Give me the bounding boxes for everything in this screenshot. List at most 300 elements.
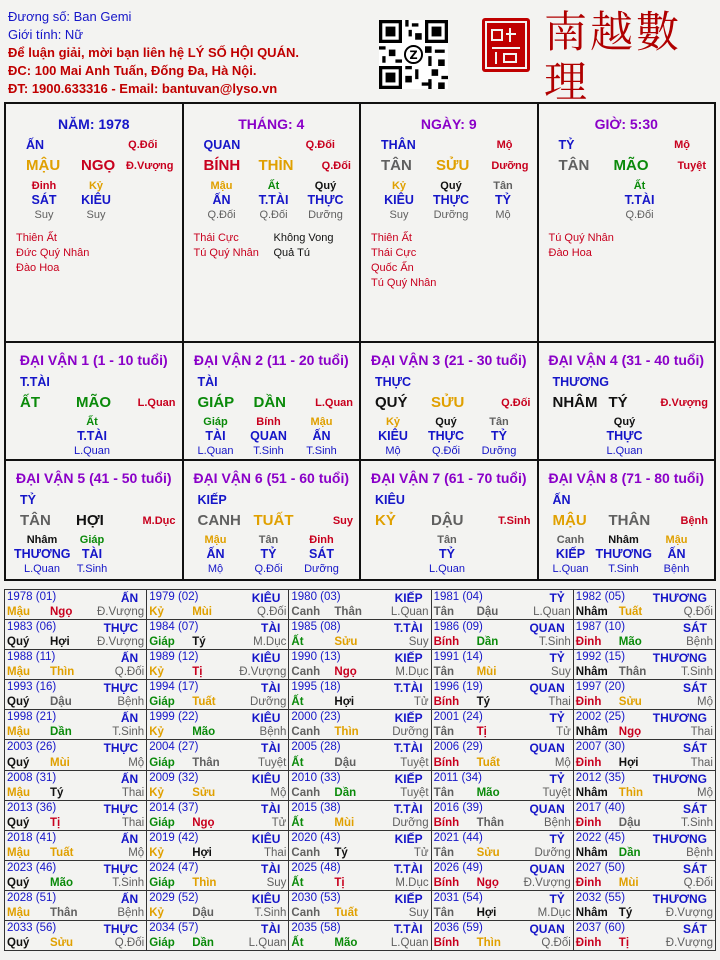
hidden-phase: Q.Đối (259, 209, 288, 221)
year-chi: Sửu (192, 786, 216, 799)
hidden-god: ẤN (667, 547, 686, 561)
year-phase: L.Quan (390, 937, 429, 949)
year-cell (147, 801, 289, 831)
dai-van-7 (361, 461, 539, 581)
dai-van-note: Đ.Vượng (660, 397, 708, 409)
year-label: 2037 (60) (575, 921, 626, 934)
hidden-stem: Quý (435, 416, 457, 428)
year-god: KIẾP (394, 591, 423, 605)
year-can: Bính (433, 696, 460, 709)
year-god: THỰC (103, 741, 139, 756)
year-label: 1985 (08) (291, 621, 341, 634)
year-god: TÀI (261, 741, 281, 756)
year-cell (574, 590, 716, 620)
dai-van-8 (539, 461, 717, 581)
year-god: TÀI (261, 921, 281, 936)
dai-van-god: T.TÀI (20, 375, 50, 389)
year-chi: Mão (476, 786, 500, 799)
year-can: Tân (433, 786, 455, 799)
year-label: 1988 (11) (7, 651, 56, 664)
year-cell (432, 590, 574, 620)
year-can: Bính (433, 876, 460, 889)
year-chi: Mão (618, 636, 642, 649)
year-phase: Mộ (128, 756, 145, 769)
year-chi: Tuất (192, 696, 216, 709)
year-cell (5, 891, 147, 921)
year-cell (432, 740, 574, 770)
year-god: THỰC (103, 861, 139, 876)
year-label: 2017 (40) (575, 801, 626, 814)
year-cell (147, 921, 289, 951)
year-can: Bính (433, 816, 460, 829)
dai-van-title: ĐẠI VẬN 2 (11 - 20 tuổi) (193, 352, 349, 368)
year-chi: Tuất (476, 756, 501, 769)
year-chi: Ngọ (618, 726, 642, 739)
year-cell (574, 680, 716, 710)
dai-van-chi: SỬU (431, 394, 465, 411)
year-label: 2025 (48) (291, 861, 341, 874)
hidden-stem: Bính (256, 416, 281, 428)
pillar-god: TỶ (558, 138, 575, 152)
dai-van-note: M.Dục (142, 515, 176, 527)
hidden-stem: Mậu (210, 180, 233, 192)
dai-van-god: THƯƠNG (552, 375, 609, 389)
year-can: Kỷ (149, 666, 164, 679)
year-can: Quý (7, 696, 30, 709)
year-label: 2015 (38) (291, 801, 341, 814)
year-phase: Đ.Vượng (239, 666, 287, 679)
year-god: KIÊU (251, 891, 281, 906)
year-phase: Thai (690, 756, 713, 769)
year-cell (432, 620, 574, 650)
year-can: Mậu (7, 906, 30, 919)
year-label: 2035 (58) (291, 921, 341, 934)
year-god: KIẾP (394, 651, 423, 666)
year-phase: Dưỡng (534, 846, 571, 859)
hidden-god: THỰC (432, 193, 470, 207)
year-chi: Tuất (334, 906, 358, 919)
year-chi: Mão (334, 937, 358, 949)
year-cell (147, 680, 289, 710)
year-label: 1995 (18) (291, 681, 341, 694)
year-phase: Bệnh (686, 636, 713, 649)
star-label: Quả Tú (273, 247, 310, 259)
year-can: Kỷ (149, 846, 164, 859)
year-cell (5, 831, 147, 861)
hidden-god: ẤN (312, 429, 331, 443)
year-label: 1986 (09) (433, 621, 483, 634)
year-chi: Ngọ (334, 666, 357, 679)
pillar-chi-note: Tuyệt (677, 160, 706, 172)
year-chi: Tuất (50, 846, 74, 859)
year-label: 2036 (59) (433, 921, 483, 934)
year-label: 2014 (37) (149, 801, 199, 814)
hidden-stem: Kỷ (385, 416, 401, 428)
year-label: 2030 (53) (291, 891, 341, 904)
year-god: KIÊU (251, 831, 281, 846)
dai-van-chi: TÝ (608, 394, 628, 411)
year-label: 2010 (33) (291, 771, 341, 784)
year-cell (432, 891, 574, 921)
year-cell (289, 710, 431, 740)
dai-van-row-2 (4, 459, 716, 581)
year-chi: Sửu (476, 846, 500, 859)
year-cell (289, 861, 431, 891)
pillar-top-note: Q.Đối (305, 139, 335, 151)
year-can: Mậu (7, 606, 30, 619)
year-label: 1990 (13) (291, 651, 341, 664)
year-cell (5, 620, 147, 650)
year-chi: Dần (618, 846, 641, 859)
year-can: Ất (291, 876, 304, 889)
year-chi: Mão (50, 876, 73, 889)
year-phase: Suy (550, 666, 571, 679)
hidden-phase: Mộ (385, 445, 401, 457)
year-cell (432, 771, 574, 801)
hidden-phase: Mộ (495, 209, 511, 221)
hidden-stem: Mậu (310, 416, 333, 428)
year-chi: Hợi (618, 756, 639, 769)
hidden-phase: L.Quan (73, 445, 111, 457)
hidden-stem: Mậu (204, 534, 227, 546)
year-phase: T.Sinh (112, 876, 145, 889)
year-cell (147, 620, 289, 650)
year-phase: T.Sinh (681, 666, 713, 679)
year-label: 2019 (42) (149, 831, 199, 844)
star-label: Quốc Ấn (371, 262, 414, 274)
dai-van-1 (6, 343, 184, 461)
year-phase: Thai (264, 846, 287, 859)
year-label: 2023 (46) (7, 861, 57, 874)
hidden-god: THỰC (606, 429, 643, 443)
pillar-title: NĂM: 1978 (57, 116, 130, 132)
hidden-god: KIÊU (384, 193, 414, 207)
hidden-stem: Tân (493, 180, 513, 192)
hidden-phase: Mộ (207, 563, 224, 575)
pillar-chi: NGỌ (81, 157, 116, 174)
year-label: 1999 (22) (149, 711, 199, 724)
year-chi: Ngọ (192, 816, 215, 829)
year-phase: L.Quan (533, 606, 571, 619)
year-cell (5, 801, 147, 831)
year-phase: Tuyệt (542, 786, 571, 799)
year-label: 2003 (26) (7, 741, 57, 754)
year-can: Tân (433, 846, 455, 859)
hidden-stem: Ất (86, 416, 98, 428)
year-phase: Bệnh (686, 846, 713, 859)
dai-van-can: KỶ (375, 512, 396, 529)
year-god: QUAN (529, 741, 565, 756)
pillar-chi-note: Dưỡng (491, 160, 529, 172)
year-chi: Thìn (618, 786, 644, 799)
year-god: THƯƠNG (652, 771, 707, 786)
year-can: Đinh (575, 937, 602, 949)
hidden-god: T.TÀI (258, 193, 289, 207)
year-can: Mậu (7, 786, 30, 799)
year-chi: Tị (476, 726, 487, 739)
year-can: Canh (291, 906, 321, 919)
year-phase: M.Dục (395, 876, 429, 889)
year-phase: Suy (408, 906, 429, 919)
year-label: 2012 (35) (575, 771, 626, 784)
year-phase: Bệnh (259, 726, 287, 739)
year-cell (147, 650, 289, 680)
year-label: 2029 (52) (149, 891, 199, 904)
year-chi: Dậu (50, 696, 72, 709)
dai-van-6 (184, 461, 362, 581)
year-label: 2031 (54) (433, 891, 483, 904)
year-cell (574, 861, 716, 891)
year-cell (432, 831, 574, 861)
pillar-god: ẤN (26, 138, 45, 152)
year-cell (147, 771, 289, 801)
four-pillars-panel (4, 102, 716, 343)
year-can: Canh (291, 606, 321, 619)
year-god: ẤN (120, 651, 139, 666)
year-god: KIÊU (251, 711, 281, 726)
year-cell (147, 710, 289, 740)
year-label: 1991 (14) (433, 651, 483, 664)
year-cell (289, 620, 431, 650)
hidden-god: THƯƠNG (595, 547, 652, 561)
year-chi: Tý (334, 846, 348, 859)
year-chi: Dần (476, 636, 499, 649)
year-phase: T.Sinh (538, 636, 571, 649)
hidden-stem: Quý (440, 180, 462, 192)
year-can: Đinh (575, 756, 602, 769)
year-can: Mậu (7, 726, 30, 739)
year-god: THƯƠNG (652, 651, 707, 666)
year-cell (5, 650, 147, 680)
hidden-stem: Tân (258, 534, 279, 546)
year-phase: Dưỡng (250, 696, 287, 709)
year-label: 1994 (17) (149, 681, 199, 694)
year-chi: Tý (618, 906, 633, 919)
dai-van-5 (6, 461, 184, 581)
year-can: Bính (433, 636, 460, 649)
year-chi: Tý (192, 636, 206, 649)
year-chi: Dần (334, 786, 357, 799)
year-phase: Đ.Vượng (665, 937, 713, 949)
year-cell (289, 740, 431, 770)
year-can: Mậu (7, 666, 30, 679)
year-can: Đinh (575, 816, 602, 829)
year-god: KIẾP (394, 711, 423, 726)
hidden-phase: Q.Đối (254, 563, 283, 575)
year-label: 2001 (24) (433, 711, 483, 724)
star-label: Thiên Ất (371, 232, 412, 244)
star-label: Tú Quý Nhân (548, 232, 614, 244)
dai-van-note: L.Quan (137, 397, 176, 409)
year-chi: Thìn (476, 937, 501, 949)
year-god: KIẾP (394, 891, 423, 906)
year-can: Ất (291, 816, 304, 829)
star-label: Không Vong (273, 232, 334, 244)
qr-code-icon[interactable] (379, 20, 448, 89)
year-cell (147, 861, 289, 891)
dai-van-god: KIẾP (197, 493, 227, 507)
year-can: Giáp (149, 756, 175, 769)
year-chi: Tý (50, 786, 64, 799)
year-god: SÁT (682, 741, 707, 756)
dai-van-title: ĐẠI VẬN 7 (61 - 70 tuổi) (370, 470, 527, 486)
year-can: Canh (291, 666, 321, 679)
year-cell (147, 740, 289, 770)
dai-van-note: L.Quan (315, 397, 353, 409)
hidden-god: KIÊU (378, 429, 408, 443)
year-phase: Q.Đối (256, 606, 287, 619)
year-label: 2028 (51) (7, 891, 57, 904)
pillar-title: NGÀY: 9 (420, 116, 477, 132)
year-label: 2020 (43) (291, 831, 341, 844)
dai-van-chi: THÂN (608, 512, 651, 529)
year-cell (5, 680, 147, 710)
year-label: 1989 (12) (149, 651, 199, 664)
year-chi: Thân (476, 816, 505, 829)
year-god: ẤN (120, 711, 139, 726)
year-phase: Thai (548, 696, 571, 709)
hidden-stem: Đinh (309, 534, 334, 546)
year-phase: Tuyệt (400, 756, 429, 769)
year-cell (5, 590, 147, 620)
year-cell (574, 771, 716, 801)
brand-logo: 南越數理 (544, 8, 682, 108)
pillar-4 (539, 104, 717, 343)
pillar-god: QUAN (203, 138, 241, 152)
year-chi: Mùi (476, 666, 497, 679)
year-can: Ất (291, 756, 304, 769)
hidden-phase: L.Quan (197, 445, 234, 457)
year-can: Giáp (149, 876, 175, 889)
hidden-god: THỰC (307, 193, 344, 207)
year-god: SÁT (682, 621, 707, 636)
year-god: QUAN (529, 801, 565, 816)
dai-van-note: Suy (332, 515, 353, 527)
year-can: Quý (7, 816, 30, 829)
dai-van-god: TỶ (20, 493, 36, 507)
year-cell (289, 680, 431, 710)
pillar-chi-note: Q.Đối (321, 160, 351, 172)
year-god: THỰC (103, 621, 139, 636)
star-label: Thiên Ất (16, 232, 57, 244)
year-label: 1982 (05) (575, 591, 626, 603)
year-cell (289, 921, 431, 951)
hidden-stem: Quý (314, 180, 337, 192)
year-cell (5, 710, 147, 740)
year-can: Đinh (575, 876, 602, 889)
year-phase: Dưỡng (392, 726, 429, 739)
year-chi: Dậu (618, 816, 641, 829)
year-can: Kỷ (149, 726, 164, 739)
year-god: ẤN (120, 831, 139, 846)
dai-van-title: ĐẠI VẬN 5 (41 - 50 tuổi) (15, 470, 172, 486)
dai-van-god: THỰC (375, 375, 412, 389)
year-can: Đinh (575, 696, 602, 709)
dai-van-4 (539, 343, 717, 461)
year-can: Quý (7, 937, 30, 949)
year-phase: Đ.Vượng (96, 606, 145, 619)
phone-email-line: ĐT: 1900.633316 - Email: bantuvan@lyso.vn (8, 81, 278, 96)
year-god: TỶ (549, 831, 565, 846)
year-label: 2005 (28) (291, 741, 341, 754)
hidden-phase: Dưỡng (481, 445, 517, 457)
year-phase: Tử (413, 846, 429, 859)
year-god: THƯƠNG (652, 591, 707, 605)
year-cell (5, 740, 147, 770)
year-chi: Sửu (334, 636, 358, 649)
star-label: Đào Hoa (548, 247, 592, 259)
pillar-can: MẬU (26, 157, 61, 174)
year-chi: Tị (50, 816, 61, 829)
year-can: Bính (433, 937, 460, 949)
hidden-god: ẤN (206, 547, 225, 561)
year-label: 2011 (34) (433, 771, 482, 784)
year-label: 2024 (47) (149, 861, 199, 874)
year-phase: T.Sinh (112, 726, 145, 739)
dai-van-chi: MÃO (76, 394, 111, 411)
dai-van-chi: HỢI (76, 512, 104, 529)
hidden-god: TỶ (495, 193, 511, 207)
dai-van-title: ĐẠI VẬN 4 (31 - 40 tuổi) (548, 352, 705, 368)
pillar-top-note: Q.Đối (128, 139, 158, 151)
hidden-phase: L.Quan (606, 445, 643, 457)
year-phase: L.Quan (248, 937, 287, 949)
year-cell (432, 861, 574, 891)
year-label: 1983 (06) (7, 621, 57, 634)
year-can: Mậu (7, 846, 30, 859)
pillar-title: THÁNG: 4 (238, 116, 305, 132)
pillar-3 (361, 104, 539, 343)
pillar-2 (184, 104, 362, 343)
red-seal-icon (480, 16, 532, 74)
year-label: 2033 (56) (7, 921, 57, 934)
year-chi: Hợi (50, 636, 70, 649)
pillar-chi: SỬU (436, 157, 470, 174)
year-chi: Dần (50, 726, 72, 739)
year-chi: Thân (618, 666, 647, 679)
dai-van-title: ĐẠI VẬN 6 (51 - 60 tuổi) (193, 470, 350, 486)
year-god: KIÊU (251, 771, 281, 786)
year-can: Quý (7, 636, 30, 649)
hidden-stem: Ất (633, 180, 646, 192)
pillar-top-note: Mộ (674, 139, 690, 151)
year-chi: Thìn (192, 876, 217, 889)
year-phase: Đ.Vượng (523, 876, 571, 889)
year-cell (289, 590, 431, 620)
hidden-god: TỶ (491, 429, 507, 443)
hidden-phase: Suy (389, 209, 409, 221)
year-cell (574, 620, 716, 650)
year-label: 1997 (20) (575, 681, 626, 694)
year-god: TÀI (261, 681, 281, 696)
year-chi: Dậu (476, 606, 499, 619)
year-can: Giáp (149, 696, 175, 709)
year-phase: Q.Đối (114, 666, 145, 679)
hidden-god: THƯƠNG (14, 547, 71, 561)
year-label: 1981 (04) (433, 591, 483, 603)
dai-van-title: ĐẠI VẬN 8 (71 - 80 tuổi) (548, 470, 705, 486)
year-phase: M.Dục (537, 906, 571, 919)
hidden-god: TỶ (260, 547, 277, 561)
hidden-phase: Q.Đối (431, 445, 461, 457)
year-god: QUAN (529, 921, 565, 936)
hidden-phase: Dưỡng (308, 209, 343, 221)
star-label: Đào Hoa (16, 262, 60, 274)
year-chi: Thân (50, 906, 78, 919)
annual-luck-table (4, 589, 716, 951)
hidden-stem: Tân (489, 416, 509, 428)
year-label: 2022 (45) (575, 831, 626, 844)
